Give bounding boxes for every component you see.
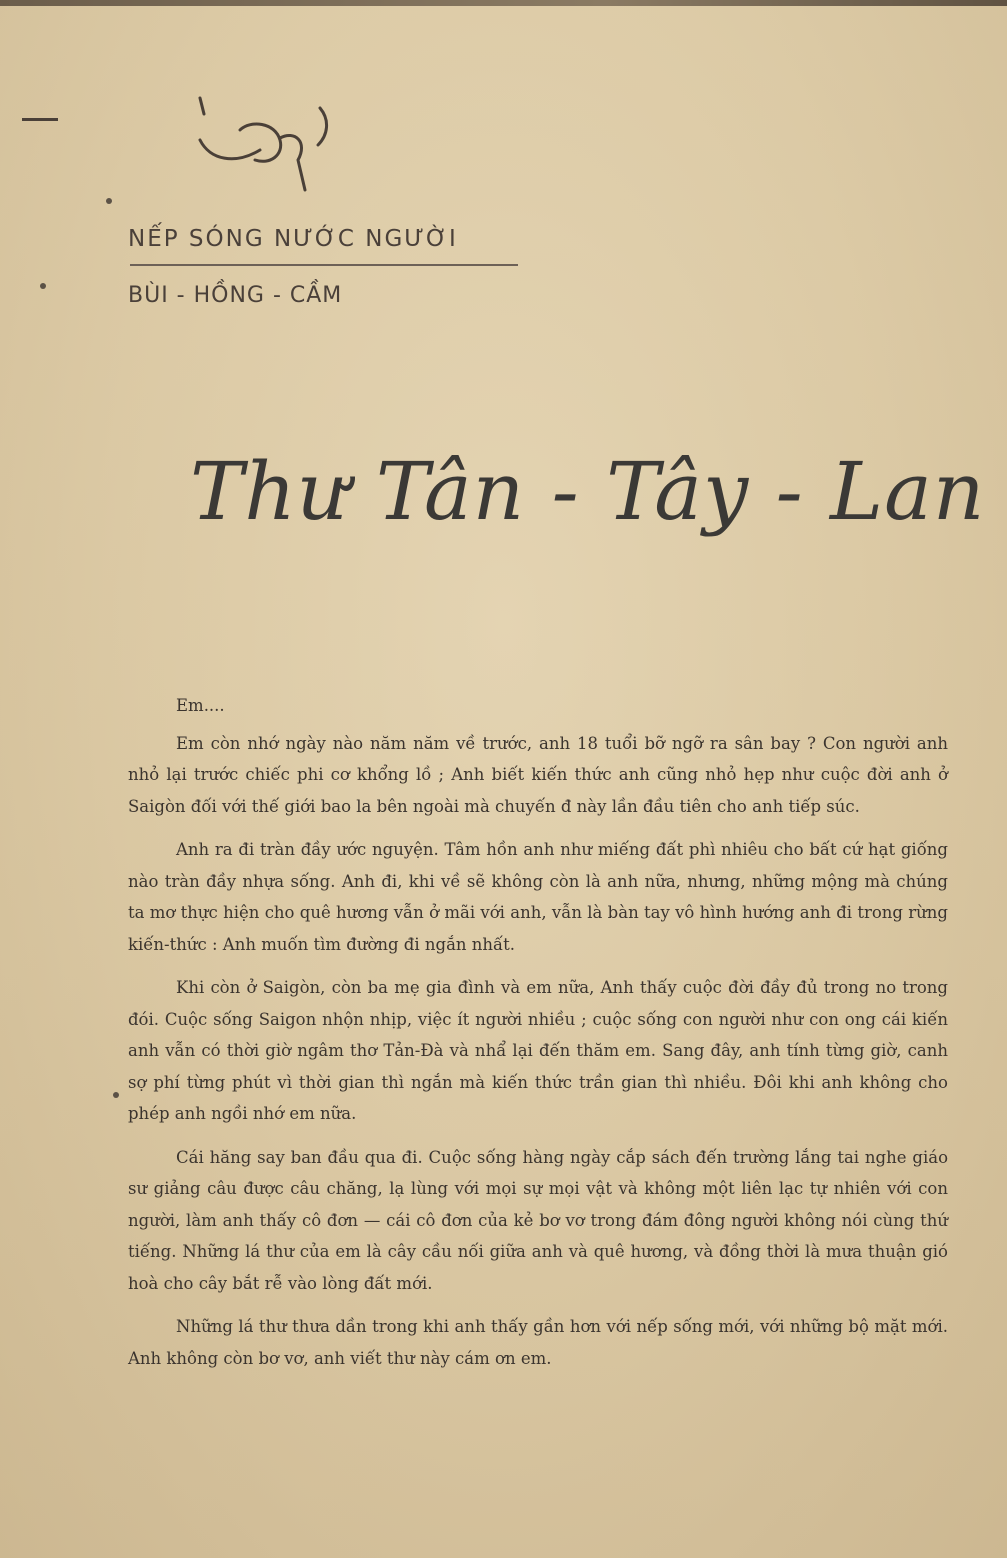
- section-title: NẾP SÓNG NƯỚC NGƯỜI: [128, 226, 458, 252]
- punch-speck: [40, 283, 46, 289]
- punch-speck: [113, 1092, 119, 1098]
- author-name: BÙI - HỒNG - CẦM: [128, 283, 343, 308]
- salutation: Em....: [176, 696, 225, 715]
- page-top-edge: [0, 0, 1007, 6]
- punch-speck: [106, 198, 112, 204]
- paragraph: Cái hăng say ban đầu qua đi. Cuộc sống hàng ngày cắp sách đến trường lắng tai nghe giáo sư giảng câu được câu chăng, lạ lùng với mọi sự mọi vật và không một liên lạc tự nhiên với con người, làm anh thấy cô đơn — cái cô đơn của kẻ bơ vơ trong đám đông người không nói cùng thứ tiếng. Những lá thư của em là cây cầu nối giữa anh và quê hương, và đồng thời là mưa thuận gió hoà cho cây bắt rễ vào lòng đất mới.: [128, 1147, 948, 1293]
- letter-body: [128, 690, 948, 1386]
- article-title: Thư Tân - Tây - Lan: [190, 445, 986, 538]
- margin-mark: [22, 118, 58, 121]
- paragraph: Khi còn ở Saigòn, còn ba mẹ gia đình và em nữa, Anh thấy cuộc đời đầy đủ trong no trong đói. Cuộc sống Saigon nhộn nhịp, việc ít người nhiều ; cuộc sống con người như con ong cái kiến anh vẫn có thời giờ ngâm thơ Tản-Đà và nhẩ lại đến thăm em. Sang đây, anh tính từng giờ, canh sợ phí từng phút vì thời gian thì ngắn mà kiến thức trần gian thì nhiều. Đôi khi anh không cho phép anh ngồi nhớ em nữa.: [128, 978, 948, 1123]
- paragraph: Những lá thư thưa dần trong khi anh thấy gần hơn với nếp sống mới, với những bộ mặt mới. Anh không còn bơ vơ, anh viết thư này cám ơn em.: [128, 1317, 948, 1368]
- paragraph: Anh ra đi tràn đầy ước nguyện. Tâm hồn anh như miếng đất phì nhiêu cho bất cứ hạt giống nào tràn đầy nhựa sống. Anh đi, khi về sẽ không còn là anh nữa, nhưng, những mộng mà chúng ta mơ thực hiện cho quê hương vẫn ở mãi với anh, vẫn là bàn tay vô hình hướng anh đi trong rừng kiến-thức : Anh muốn tìm đường đi ngắn nhất.: [128, 840, 948, 954]
- title-rule: [130, 264, 518, 266]
- paragraph: Em còn nhớ ngày nào năm năm về trước, anh 18 tuổi bỡ ngỡ ra sân bay ? Con người anh nhỏ lại trước chiếc phi cơ khổng lồ ; Anh biết kiến thức anh cũng nhỏ hẹp như cuộc đời anh ở Saigòn đối với thế giới bao la bên ngoài mà chuyến đ này lần đầu tiên cho anh tiếp súc.: [128, 733, 948, 816]
- handwritten-sketch: [180, 90, 340, 210]
